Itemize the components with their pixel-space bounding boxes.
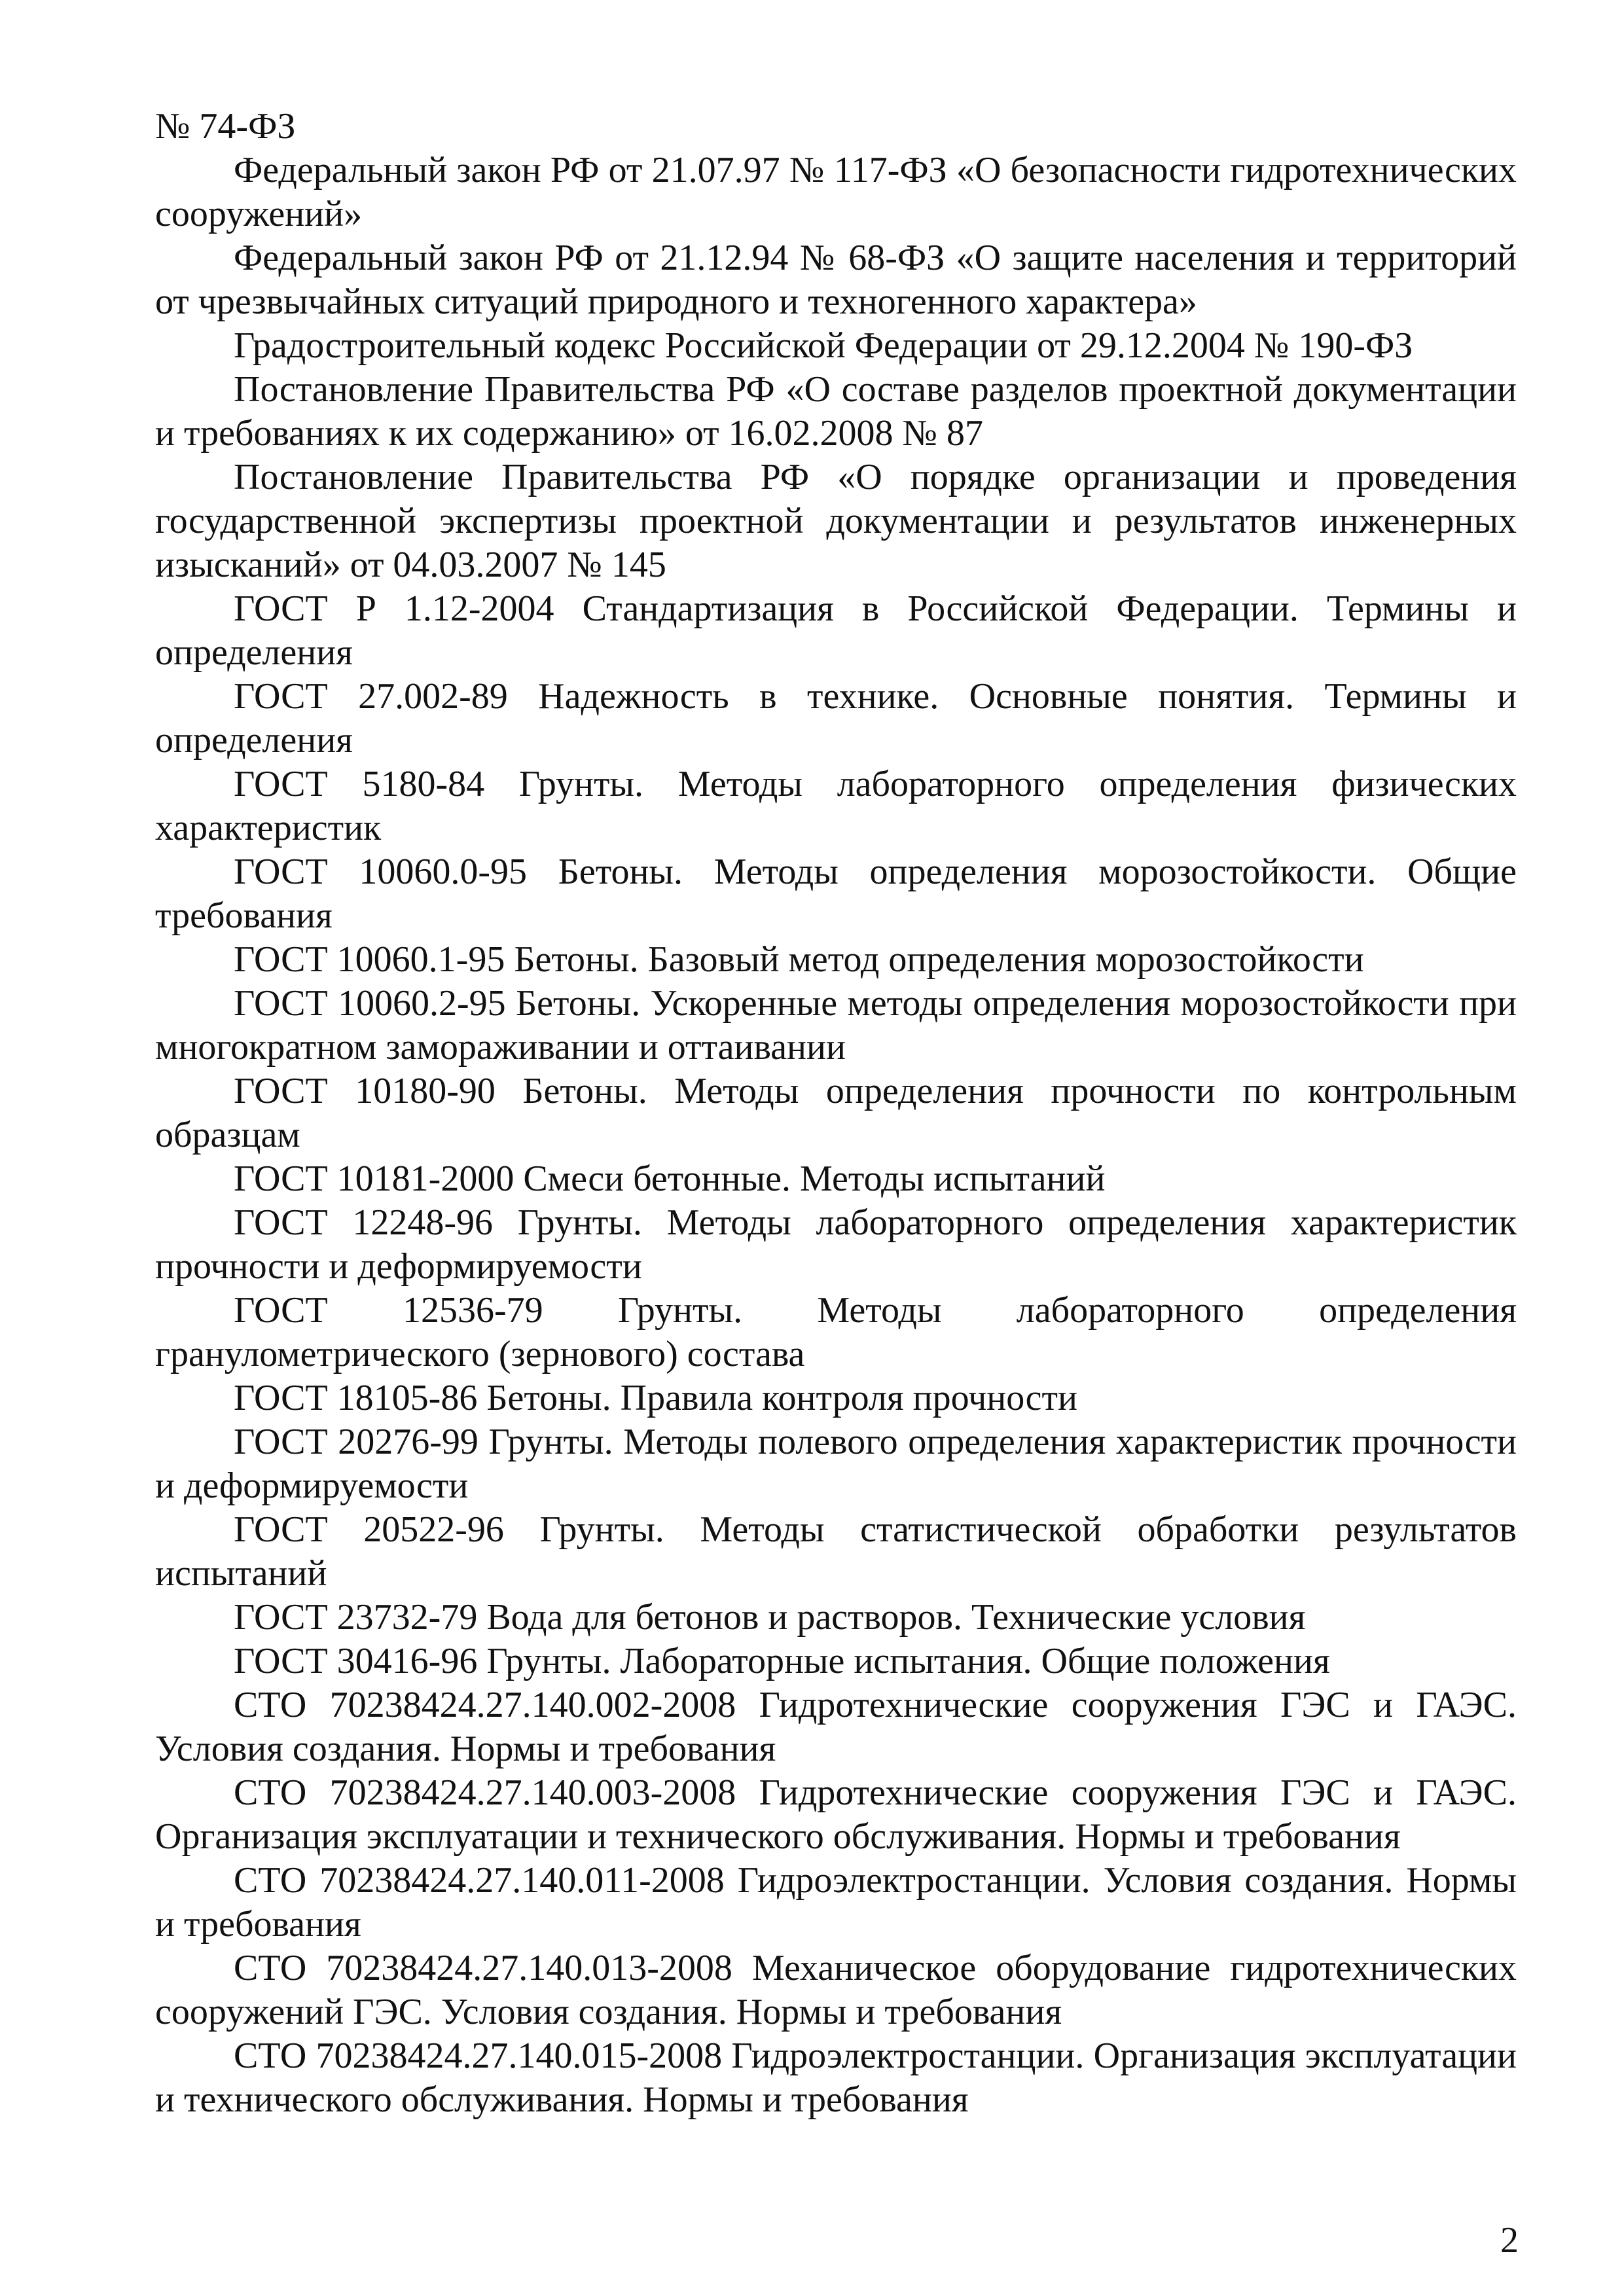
reference-item: Федеральный закон РФ от 21.07.97 № 117-ФЗ «О безопасности гидротехнических сооружений» <box>155 150 1517 234</box>
reference-item: ГОСТ 10181-2000 Смеси бетонные. Методы испытаний <box>234 1158 1106 1199</box>
reference-item: Федеральный закон РФ от 21.12.94 № 68-ФЗ «О защите населения и территорий от чрезвычайных ситуаций природного и техногенного характера» <box>155 238 1517 322</box>
reference-item: Постановление Правительства РФ «О составе разделов проектной документации и требованиях к их содержанию» от 16.02.2008 № 87 <box>155 369 1517 454</box>
reference-item: СТО 70238424.27.140.015-2008 Гидроэлектростанции. Организация эксплуатации и технического обслуживания. Нормы и требования <box>155 2036 1517 2120</box>
reference-item: ГОСТ 5180-84 Грунты. Методы лабораторного определения физических характеристик <box>155 764 1517 848</box>
reference-item: ГОСТ 12536-79 Грунты. Методы лабораторного определения гранулометрического (зернового) состава <box>155 1290 1517 1374</box>
reference-item: ГОСТ 10060.1-95 Бетоны. Базовый метод определения морозостойкости <box>234 939 1364 980</box>
reference-item: ГОСТ 10180-90 Бетоны. Методы определения прочности по контрольным образцам <box>155 1071 1517 1155</box>
references-list <box>155 105 1517 2122</box>
reference-item: ГОСТ 30416-96 Грунты. Лабораторные испытания. Общие положения <box>234 1641 1330 1681</box>
reference-item: № 74-ФЗ <box>155 106 296 147</box>
reference-item: ГОСТ 20522-96 Грунты. Методы статистической обработки результатов испытаний <box>155 1509 1517 1594</box>
reference-item: ГОСТ Р 1.12-2004 Стандартизация в Российской Федерации. Термины и определения <box>155 588 1517 673</box>
reference-item: ГОСТ 10060.0-95 Бетоны. Методы определения морозостойкости. Общие требования <box>155 852 1517 936</box>
reference-item: ГОСТ 10060.2-95 Бетоны. Ускоренные методы определения морозостойкости при многократном замораживании и оттаивании <box>155 983 1517 1067</box>
reference-item: ГОСТ 18105-86 Бетоны. Правила контроля прочности <box>234 1378 1077 1418</box>
reference-item: СТО 70238424.27.140.011-2008 Гидроэлектростанции. Условия создания. Нормы и требования <box>155 1860 1517 1945</box>
reference-item: ГОСТ 23732-79 Вода для бетонов и растворов. Технические условия <box>234 1597 1306 1638</box>
reference-item: Градостроительный кодекс Российской Федерации от 29.12.2004 № 190-ФЗ <box>234 325 1413 366</box>
reference-item: СТО 70238424.27.140.013-2008 Механическое оборудование гидротехнических сооружений ГЭС. Условия создания. Нормы и требования <box>155 1948 1517 2032</box>
reference-item: ГОСТ 20276-99 Грунты. Методы полевого определения характеристик прочности и деформируемости <box>155 1422 1517 1506</box>
reference-item: ГОСТ 12248-96 Грунты. Методы лабораторного определения характеристик прочности и деформируемости <box>155 1202 1517 1287</box>
page-number: 2 <box>1500 2220 1519 2261</box>
reference-item: Постановление Правительства РФ «О порядке организации и проведения государственной экспертизы проектной документации и результатов инженерных изысканий» от 04.03.2007 № 145 <box>155 457 1517 585</box>
reference-item: ГОСТ 27.002-89 Надежность в технике. Основные понятия. Термины и определения <box>155 676 1517 761</box>
reference-item: СТО 70238424.27.140.002-2008 Гидротехнические сооружения ГЭС и ГАЭС. Условия создания. Нормы и требования <box>155 1685 1517 1769</box>
reference-item: СТО 70238424.27.140.003-2008 Гидротехнические сооружения ГЭС и ГАЭС. Организация эксплуатации и технического обслуживания. Нормы и требования <box>155 1772 1517 1857</box>
